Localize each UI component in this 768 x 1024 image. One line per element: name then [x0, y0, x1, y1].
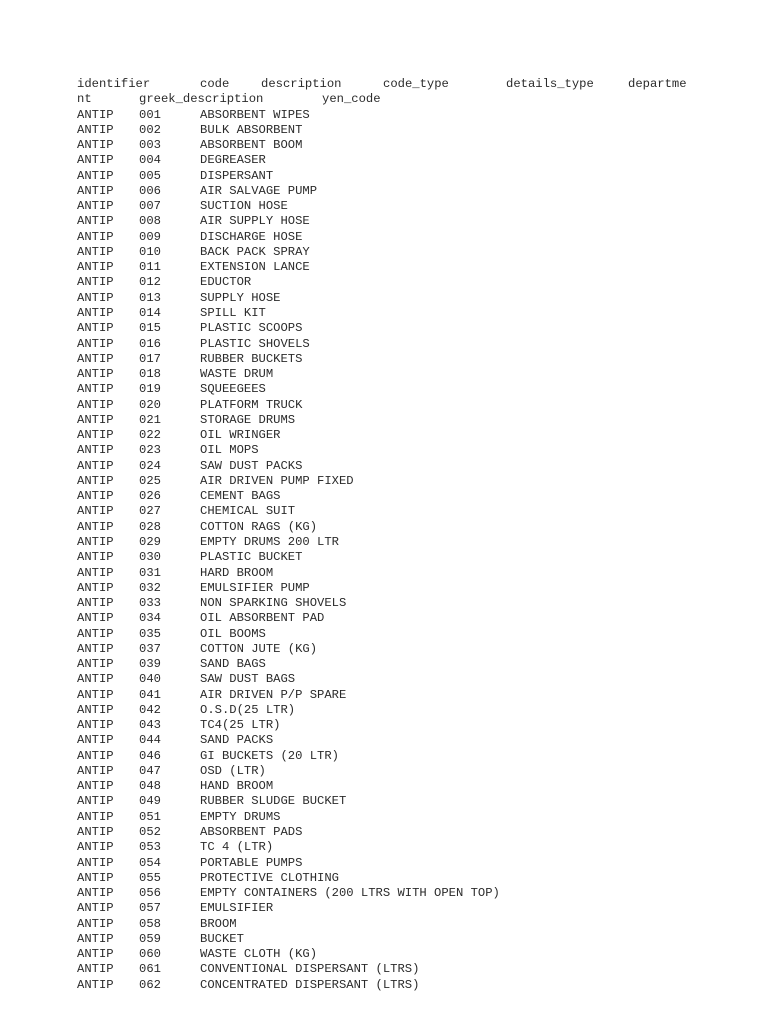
row-identifier: ANTIP [77, 244, 114, 259]
table-row [77, 519, 318, 535]
row-description: BROOM [200, 916, 237, 931]
row-description: SAND BAGS [200, 657, 266, 672]
row-description: EDUCTOR [200, 275, 252, 290]
row-identifier: ANTIP [77, 962, 114, 977]
row-description: COTTON JUTE (KG) [200, 641, 318, 656]
table-row [77, 718, 281, 733]
row-identifier: ANTIP [77, 122, 114, 137]
row-code: 018 [139, 367, 161, 382]
row-code: 026 [139, 489, 161, 504]
row-identifier: ANTIP [77, 565, 114, 580]
row-description: SQUEEGEES [200, 382, 266, 397]
row-code: 020 [139, 397, 161, 412]
row-identifier: ANTIP [77, 199, 114, 214]
row-code: 014 [139, 305, 161, 320]
row-identifier: ANTIP [77, 473, 114, 488]
table-row [77, 931, 244, 947]
row-code: 056 [139, 886, 161, 901]
row-identifier: ANTIP [77, 305, 114, 320]
row-code: 060 [139, 947, 161, 962]
table-row [77, 260, 310, 275]
row-identifier: ANTIP [77, 168, 114, 183]
table-row [77, 504, 296, 519]
header-yen-code: yen_code [322, 92, 381, 107]
row-description: PLATFORM TRUCK [200, 397, 303, 412]
row-code: 061 [139, 962, 161, 977]
table-row [77, 473, 354, 489]
row-description: EMPTY DRUMS [200, 809, 281, 824]
row-identifier: ANTIP [77, 763, 114, 778]
row-identifier: ANTIP [77, 916, 114, 931]
row-description: EXTENSION LANCE [200, 260, 310, 275]
row-identifier: ANTIP [77, 412, 114, 427]
row-identifier: ANTIP [77, 977, 114, 992]
table-row [77, 565, 274, 581]
row-description: BACK PACK SPRAY [200, 244, 310, 259]
row-identifier: ANTIP [77, 840, 114, 855]
table-row [77, 107, 310, 123]
row-code: 022 [139, 428, 161, 443]
row-code: 011 [139, 260, 161, 275]
table-row [77, 336, 310, 352]
row-identifier: ANTIP [77, 596, 114, 611]
row-code: 034 [139, 611, 161, 626]
row-description: O.S.D(25 LTR) [200, 702, 296, 717]
row-code: 037 [139, 641, 161, 656]
table-row [77, 305, 266, 321]
row-description: SAW DUST BAGS [200, 672, 296, 687]
row-description: WASTE DRUM [200, 367, 274, 382]
row-code: 042 [139, 702, 161, 717]
table-row [77, 443, 259, 458]
table-row [77, 657, 266, 672]
row-description: AIR DRIVEN P/P SPARE [200, 687, 347, 702]
row-code: 048 [139, 779, 161, 794]
table-row [77, 596, 347, 611]
table-row [77, 733, 274, 748]
row-identifier: ANTIP [77, 657, 114, 672]
row-description: PLASTIC SHOVELS [200, 336, 310, 351]
row-identifier: ANTIP [77, 870, 114, 885]
row-description: SAND PACKS [200, 733, 274, 748]
row-description: SPILL KIT [200, 305, 266, 320]
row-code: 015 [139, 321, 161, 336]
row-identifier: ANTIP [77, 336, 114, 351]
row-description: RUBBER SLUDGE BUCKET [200, 794, 347, 809]
row-description: OSD (LTR) [200, 763, 266, 778]
row-code: 044 [139, 733, 161, 748]
row-code: 013 [139, 290, 161, 305]
row-code: 016 [139, 336, 161, 351]
row-description: CONCENTRATED DISPERSANT (LTRS) [200, 977, 420, 992]
row-description: DISCHARGE HOSE [200, 229, 303, 244]
row-code: 043 [139, 718, 161, 733]
header-code: code [200, 77, 230, 91]
row-identifier: ANTIP [77, 718, 114, 733]
row-code: 028 [139, 519, 161, 534]
table-row [77, 138, 303, 153]
table-row [77, 275, 252, 290]
table-row [77, 672, 296, 687]
row-description: WASTE CLOTH (KG) [200, 947, 318, 962]
row-code: 040 [139, 672, 161, 687]
row-identifier: ANTIP [77, 519, 114, 534]
row-description: OIL ABSORBENT PAD [200, 611, 325, 626]
table-row [77, 550, 303, 565]
row-description: CEMENT BAGS [200, 489, 281, 504]
header-identifier: identifier [77, 77, 151, 91]
row-description: GI BUCKETS (20 LTR) [200, 748, 339, 763]
table-row [77, 870, 339, 886]
row-code: 002 [139, 122, 161, 137]
table-row [77, 367, 274, 382]
table-row [77, 916, 237, 932]
row-identifier: ANTIP [77, 809, 114, 824]
row-identifier: ANTIP [77, 626, 114, 641]
table-row [77, 229, 303, 245]
header-department-part2: nt [77, 92, 92, 107]
row-code: 021 [139, 412, 161, 427]
row-identifier: ANTIP [77, 733, 114, 748]
row-description: BULK ABSORBENT [200, 122, 303, 137]
rows-container [77, 107, 500, 993]
table-row [77, 748, 339, 764]
table-row [77, 687, 347, 703]
header-department-part1: departme [628, 77, 687, 91]
row-identifier: ANTIP [77, 825, 114, 840]
row-identifier: ANTIP [77, 687, 114, 702]
row-code: 033 [139, 596, 161, 611]
table-row [77, 199, 288, 214]
row-identifier: ANTIP [77, 641, 114, 656]
row-identifier: ANTIP [77, 931, 114, 946]
row-identifier: ANTIP [77, 855, 114, 870]
row-code: 006 [139, 183, 161, 198]
row-description: ABSORBENT BOOM [200, 138, 303, 153]
row-code: 007 [139, 199, 161, 214]
table-row [77, 428, 281, 443]
row-code: 010 [139, 244, 161, 259]
row-code: 003 [139, 138, 161, 153]
table-row [77, 825, 303, 840]
table-row [77, 626, 266, 642]
row-code: 047 [139, 763, 161, 778]
row-code: 004 [139, 153, 161, 168]
row-identifier: ANTIP [77, 489, 114, 504]
row-code: 005 [139, 168, 161, 183]
row-description: PROTECTIVE CLOTHING [200, 870, 339, 885]
table-row [77, 290, 281, 306]
row-description: CONVENTIONAL DISPERSANT (LTRS) [200, 962, 420, 977]
row-code: 001 [139, 107, 161, 122]
row-description: AIR DRIVEN PUMP FIXED [200, 473, 354, 488]
row-code: 017 [139, 351, 161, 366]
row-description: SUPPLY HOSE [200, 290, 281, 305]
row-description: AIR SALVAGE PUMP [200, 183, 318, 198]
row-identifier: ANTIP [77, 351, 114, 366]
row-description: EMULSIFIER [200, 901, 274, 916]
row-description: EMPTY CONTAINERS (200 LTRS WITH OPEN TOP) [200, 886, 500, 901]
table-row [77, 794, 347, 809]
row-identifier: ANTIP [77, 458, 114, 473]
row-identifier: ANTIP [77, 290, 114, 305]
row-description: RUBBER BUCKETS [200, 351, 303, 366]
table-row [77, 244, 310, 260]
row-identifier: ANTIP [77, 382, 114, 397]
row-description: TC 4 (LTR) [200, 840, 274, 855]
row-identifier: ANTIP [77, 397, 114, 412]
table-row [77, 153, 266, 168]
table-row [77, 809, 281, 825]
row-identifier: ANTIP [77, 367, 114, 382]
row-description: DISPERSANT [200, 168, 274, 183]
table-row [77, 702, 296, 718]
row-identifier: ANTIP [77, 275, 114, 290]
row-code: 030 [139, 550, 161, 565]
table-row [77, 321, 303, 336]
table-row [77, 947, 318, 962]
table-row [77, 214, 310, 229]
row-code: 009 [139, 229, 161, 244]
table-row [77, 779, 274, 794]
table-row [77, 382, 266, 397]
row-description: OIL MOPS [200, 443, 259, 458]
table-row [77, 412, 296, 428]
row-identifier: ANTIP [77, 214, 114, 229]
header-greek-description: greek_description [139, 92, 264, 107]
row-code: 057 [139, 901, 161, 916]
row-identifier: ANTIP [77, 550, 114, 565]
row-description: HARD BROOM [200, 565, 274, 580]
row-identifier: ANTIP [77, 183, 114, 198]
row-identifier: ANTIP [77, 748, 114, 763]
row-code: 058 [139, 916, 161, 931]
row-code: 049 [139, 794, 161, 809]
row-code: 062 [139, 977, 161, 992]
row-code: 031 [139, 565, 161, 580]
row-identifier: ANTIP [77, 611, 114, 626]
row-identifier: ANTIP [77, 901, 114, 916]
row-description: NON SPARKING SHOVELS [200, 596, 347, 611]
row-identifier: ANTIP [77, 794, 114, 809]
row-description: OIL BOOMS [200, 626, 266, 641]
data-listing [77, 77, 687, 993]
row-code: 008 [139, 214, 161, 229]
row-description: BUCKET [200, 931, 244, 946]
row-code: 052 [139, 825, 161, 840]
row-code: 025 [139, 473, 161, 488]
row-identifier: ANTIP [77, 672, 114, 687]
row-code: 024 [139, 458, 161, 473]
table-row [77, 855, 303, 871]
row-description: PLASTIC SCOOPS [200, 321, 303, 336]
row-identifier: ANTIP [77, 886, 114, 901]
row-description: ABSORBENT WIPES [200, 107, 310, 122]
table-row [77, 611, 325, 626]
row-code: 046 [139, 748, 161, 763]
row-code: 059 [139, 931, 161, 946]
row-identifier: ANTIP [77, 107, 114, 122]
row-identifier: ANTIP [77, 153, 114, 168]
row-description: EMPTY DRUMS 200 LTR [200, 534, 339, 549]
row-identifier: ANTIP [77, 260, 114, 275]
row-code: 055 [139, 870, 161, 885]
row-identifier: ANTIP [77, 504, 114, 519]
row-identifier: ANTIP [77, 321, 114, 336]
row-code: 032 [139, 580, 161, 595]
table-row [77, 489, 281, 504]
header-code-type: code_type [383, 77, 449, 91]
row-description: OIL WRINGER [200, 428, 281, 443]
row-identifier: ANTIP [77, 443, 114, 458]
table-row [77, 962, 420, 977]
table-row [77, 840, 274, 855]
table-row [77, 351, 303, 367]
row-description: TC4(25 LTR) [200, 718, 281, 733]
row-code: 023 [139, 443, 161, 458]
row-code: 039 [139, 657, 161, 672]
table-row [77, 886, 500, 901]
row-identifier: ANTIP [77, 534, 114, 549]
table-row [77, 458, 303, 474]
table-row [77, 183, 318, 199]
row-description: DEGREASER [200, 153, 266, 168]
header-line-1 [77, 77, 687, 92]
table-row [77, 534, 339, 550]
row-description: PLASTIC BUCKET [200, 550, 303, 565]
row-identifier: ANTIP [77, 138, 114, 153]
header-line-2 [77, 92, 381, 107]
row-identifier: ANTIP [77, 779, 114, 794]
row-identifier: ANTIP [77, 428, 114, 443]
table-row [77, 580, 310, 596]
row-description: CHEMICAL SUIT [200, 504, 296, 519]
row-description: SUCTION HOSE [200, 199, 288, 214]
row-code: 041 [139, 687, 161, 702]
row-code: 054 [139, 855, 161, 870]
row-code: 019 [139, 382, 161, 397]
row-description: HAND BROOM [200, 779, 274, 794]
table-row [77, 122, 303, 138]
row-description: AIR SUPPLY HOSE [200, 214, 310, 229]
row-code: 029 [139, 534, 161, 549]
row-identifier: ANTIP [77, 702, 114, 717]
table-row [77, 763, 266, 779]
header-description: description [261, 77, 342, 91]
row-code: 012 [139, 275, 161, 290]
row-code: 053 [139, 840, 161, 855]
row-identifier: ANTIP [77, 229, 114, 244]
row-identifier: ANTIP [77, 580, 114, 595]
row-code: 027 [139, 504, 161, 519]
row-description: ABSORBENT PADS [200, 825, 303, 840]
header-details-type: details_type [506, 77, 594, 91]
table-row [77, 641, 318, 657]
row-identifier: ANTIP [77, 947, 114, 962]
row-code: 051 [139, 809, 161, 824]
table-row [77, 901, 274, 916]
row-description: SAW DUST PACKS [200, 458, 303, 473]
row-description: PORTABLE PUMPS [200, 855, 303, 870]
row-code: 035 [139, 626, 161, 641]
table-row [77, 168, 274, 184]
row-description: EMULSIFIER PUMP [200, 580, 310, 595]
row-description: COTTON RAGS (KG) [200, 519, 318, 534]
table-row [77, 397, 303, 413]
table-row [77, 977, 420, 993]
row-description: STORAGE DRUMS [200, 412, 296, 427]
